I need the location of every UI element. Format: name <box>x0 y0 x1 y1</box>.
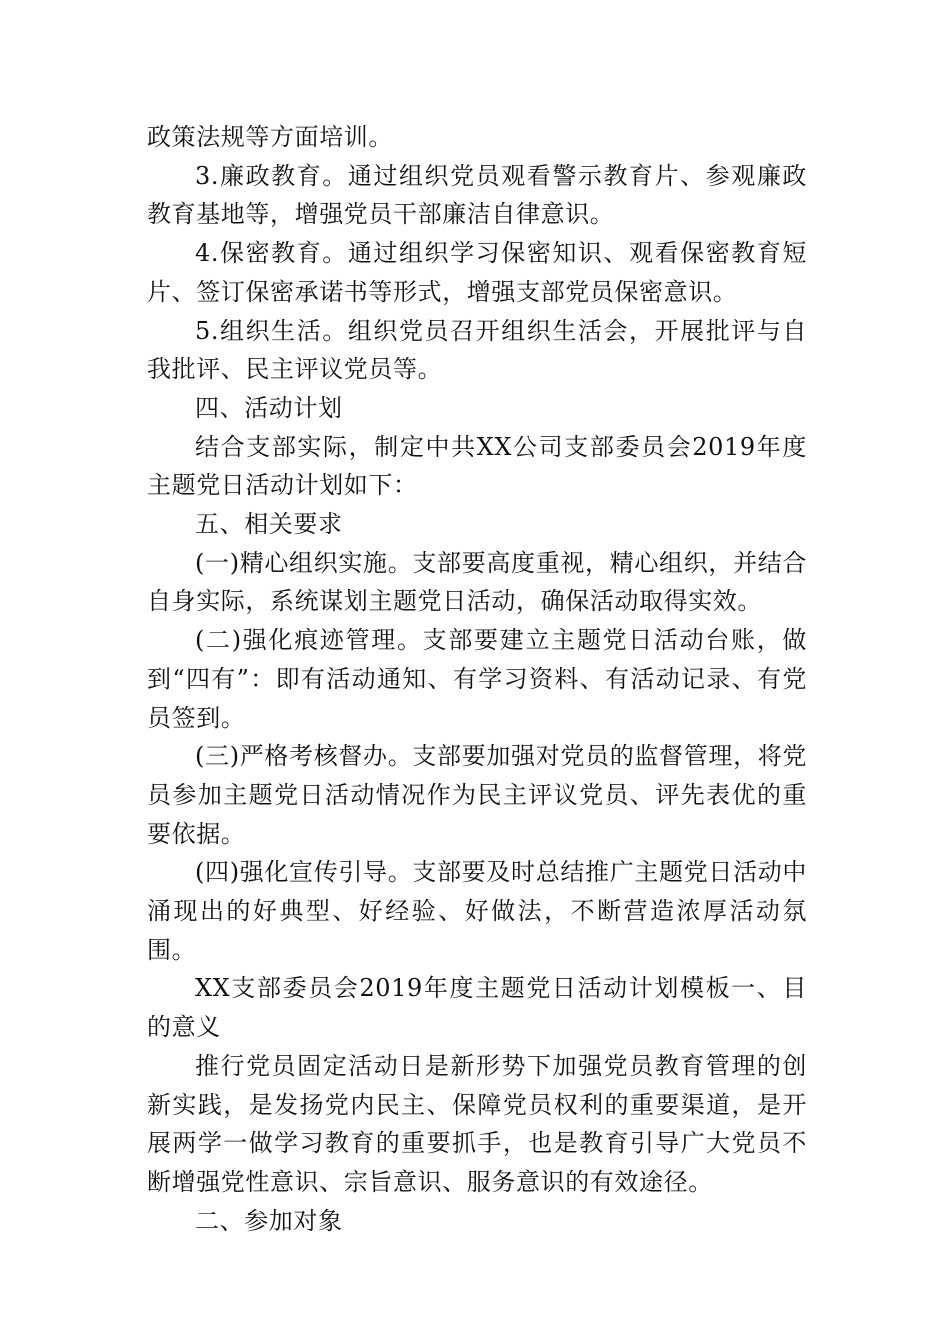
paragraph-5: 结合支部实际，制定中共XX公司支部委员会2019年度主题党日活动计划如下： <box>147 432 807 500</box>
paragraph-10: XX支部委员会2019年度主题党日活动计划模板一、目的意义 <box>147 974 807 1042</box>
paragraph-4: 5.组织生活。组织党员召开组织生活会，开展批评与自我批评、民主评议党员等。 <box>147 316 807 384</box>
paragraph-3: 4.保密教育。通过组织学习保密知识、观看保密教育短片、签订保密承诺书等形式，增强支部党员保密意识。 <box>147 239 807 306</box>
paragraph-11: 推行党员固定活动日是新形势下加强党员教育管理的创新实践，是发扬党内民主、保障党员权利的重要渠道，是开展两学一做学习教育的重要抓手，也是教育引导广大党员不断增强党性意识、宗旨意识、服务意识的有效途径。 <box>147 1051 807 1196</box>
paragraph-6: (一)精心组织实施。支部要高度重视，精心组织，并结合自身实际，系统谋划主题党日活动，确保活动取得实效。 <box>147 548 807 616</box>
section-heading-5: 五、相关要求 <box>195 510 343 539</box>
section-heading-2: 二、参加对象 <box>195 1206 343 1235</box>
section-heading-4: 四、活动计划 <box>195 393 343 422</box>
paragraph-8: (三)严格考核督办。支部要加强对党员的监督管理，将党员参加主题党日活动情况作为民主评议党员、评先表优的重要依据。 <box>147 742 807 848</box>
document-body <box>147 118 807 1240</box>
paragraph-2: 3.廉政教育。通过组织党员观看警示教育片、参观廉政教育基地等，增强党员干部廉洁自律意识。 <box>147 161 807 229</box>
paragraph-9: (四)强化宣传引导。支部要及时总结推广主题党日活动中涌现出的好典型、好经验、好做法，不断营造浓厚活动氛围。 <box>147 858 807 964</box>
paragraph-1: 政策法规等方面培训。 <box>147 123 393 151</box>
paragraph-7: (二)强化痕迹管理。支部要建立主题党日活动台账，做到“四有”：即有活动通知、有学习资料、有活动记录、有党员签到。 <box>147 626 807 732</box>
